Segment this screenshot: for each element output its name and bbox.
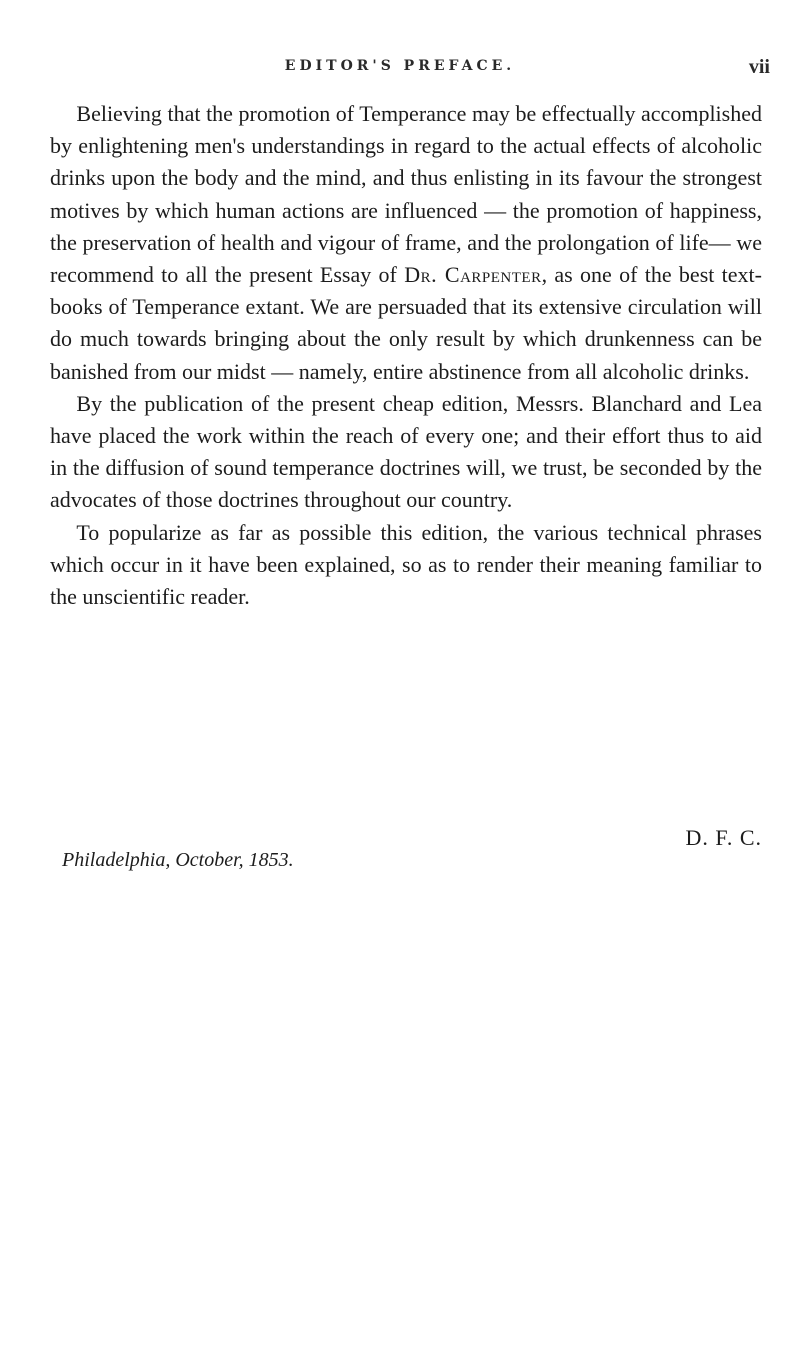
paragraph-3: To popularize as far as possible this edition, the various technical phrases which occur in it have been explained, so as to render their meaning familiar to the unscientific reader. (50, 519, 762, 610)
paragraph-1 (50, 98, 762, 388)
paragraph-2: By the publication of the present cheap edition, Messrs. Blanchard and Lea have placed the work within the reach of every one; and their effort thus to aid in the diffusion of sound temperance doctrines will, we trust, be seconded by the advocates of those doctrines throughout our country. (50, 390, 762, 513)
editor-signature: D. F. C. (685, 825, 762, 850)
paragraph-1-text-after: , as one of the best text-books of Temperance extant. We are persuaded that its extensive circulation will do much towards bringing about the only result by which drunkenness can be banished from our midst — namely, entire abstinence from all alcoholic drinks. (50, 262, 762, 384)
page-number: vii (748, 56, 770, 78)
author-name: Dr. Carpenter (404, 262, 542, 288)
preface-body (50, 98, 762, 613)
dateline: Philadelphia, October, 1853. (62, 849, 294, 871)
running-head (0, 56, 800, 80)
running-title: EDITOR'S PREFACE. (284, 58, 516, 74)
paragraph-1-text-before: Believing that the promotion of Temperance may be effectually accomplished by enlightening men's understandings in regard to the actual effects of alcoholic drinks upon the body and the mind, and thus enlisting in its favour the strongest motives by which human actions are influenced — the promotion of happiness, the preservation of health and vigour of frame, and the prolongation of life— we recommend to all the present Essay of (50, 101, 762, 288)
